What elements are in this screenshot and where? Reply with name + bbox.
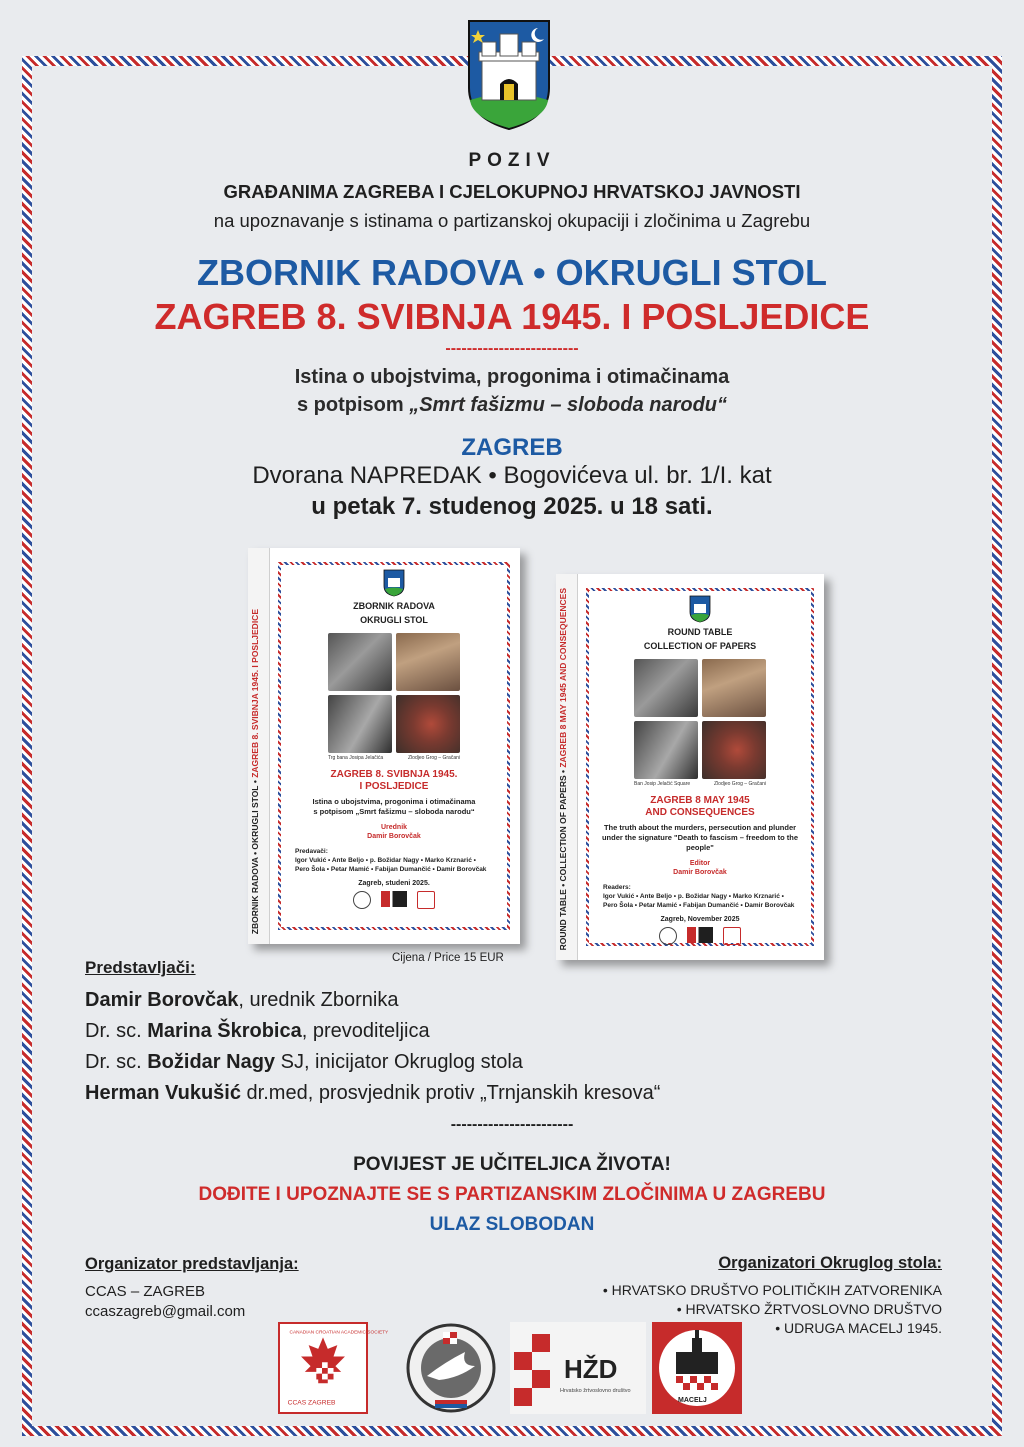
book-place-date: Zagreb, studeni 2025. — [358, 880, 430, 887]
event-venue: Dvorana NAPREDAK • Bogovićeva ul. br. 1/I. kat — [252, 462, 772, 489]
photo-remains — [702, 659, 766, 717]
organizer-list-item: • HRVATSKO ŽRTVOSLOVNO DRUŠTVO — [676, 1301, 942, 1317]
photo-skull — [702, 721, 766, 779]
organizer-list-item: • HRVATSKO DRUŠTVO POLITIČKIH ZATVORENIKA — [602, 1282, 942, 1298]
book-logos — [281, 891, 507, 909]
book-editor-label: Editor — [689, 860, 711, 867]
invitation-label: POZIV — [468, 150, 556, 171]
book-cover-english — [556, 574, 824, 960]
photo-captions: Trg bana Josipa Jelačića Zlodjeo Grog – Gračani — [328, 755, 460, 761]
book-editor-name: Damir Borovčak — [367, 833, 421, 840]
book-spine — [248, 548, 270, 944]
svg-text:Hrvatsko žrtvoslovno društvo: Hrvatsko žrtvoslovno društvo — [560, 1388, 631, 1394]
book-cover-frame — [278, 562, 510, 930]
book-red-title-1: ZAGREB 8. SVIBNJA 1945. — [330, 769, 458, 780]
hzd-logo-icon — [381, 891, 407, 907]
closing-divider: ----------------------- — [450, 1116, 574, 1133]
subtitle-line-1: Istina o ubojstvima, progonima i otimačinama — [294, 366, 730, 388]
subtitle-quote: „Smrt fašizmu – sloboda narodu“ — [409, 394, 728, 416]
book-subtitle-2: under the signature "Death to fascism – freedom to the people" — [601, 833, 799, 852]
photo-soldiers — [634, 721, 698, 779]
subtitle-prefix: s potpisom — [296, 394, 410, 416]
hdpz-logo-icon — [405, 1322, 497, 1414]
zagreb-coat-of-arms-icon — [466, 18, 552, 132]
macelj-logo-icon — [723, 927, 741, 945]
organizer-left-name: CCAS – ZAGREB — [85, 1283, 206, 1300]
photo-captions: Ban Josip Jelačić Square Zlodjeo Grog – Gračani — [634, 781, 766, 787]
book-red-title-2: I POSLJEDICE — [359, 781, 429, 792]
book-logos — [589, 927, 811, 945]
photo-skull — [396, 695, 460, 753]
photo-remains — [396, 633, 460, 691]
macelj-logo-icon — [417, 891, 435, 909]
organizer-right-heading: Organizatori Okruglog stola: — [718, 1254, 942, 1272]
photo-soldiers — [328, 695, 392, 753]
organizer-list-item: • UDRUGA MACELJ 1945. — [775, 1320, 942, 1336]
book-crest-icon — [383, 569, 405, 597]
book-cover-frame — [586, 588, 814, 946]
book-title-1: ZBORNIK RADOVA — [353, 601, 435, 611]
hdpz-logo-icon — [353, 891, 371, 909]
organizer-email[interactable]: ccaszagreb@gmail.com — [85, 1303, 246, 1320]
presenter-item: Herman Vukušić dr.med, prosvjednik protiv „Trnjanskih kresova“ — [85, 1082, 661, 1104]
book-spine — [556, 574, 578, 960]
organizer-presentation — [85, 1254, 299, 1322]
photo-street — [634, 659, 698, 717]
book-subtitle-2: s potpisom „Smrt fašizmu – sloboda narodu“ — [313, 807, 475, 816]
svg-text:HŽD: HŽD — [564, 1354, 618, 1384]
motto: POVIJEST JE UČITELJICA ŽIVOTA! — [353, 1154, 671, 1175]
book-authors: Readers: Igor Vukić • Ante Beljo • p. Božidar Nagy • Marko Krznarić • Pero Šola • Petar Mamić • Fabijan Dumančić • Damir Borovčak — [603, 884, 795, 909]
book-editor-name: Damir Borovčak — [673, 869, 727, 876]
presenter-item: Damir Borovčak, urednik Zbornika — [85, 989, 399, 1011]
presenters-heading: Predstavljači: — [85, 958, 196, 977]
svg-text:CANADIAN CROATIAN ACADEMIC SOC: CANADIAN CROATIAN ACADEMIC SOCIETY — [289, 1330, 389, 1336]
book-price: Cijena / Price 15 EUR — [392, 952, 504, 964]
spine-text: ROUND TABLE • COLLECTION OF PAPERS • ZAGREB 8 MAY 1945 AND CONSEQUENCES — [558, 587, 568, 950]
book-cover-croatian — [248, 548, 520, 944]
book-place-date: Zagreb, November 2025 — [660, 916, 740, 923]
ccas-logo-icon — [278, 1322, 389, 1414]
book-photo-grid — [634, 659, 766, 779]
hzd-logo-icon — [510, 1322, 646, 1414]
book-editor-label: Urednik — [380, 824, 408, 831]
organizer-left-heading: Organizator predstavljanja: — [85, 1255, 299, 1273]
hdpz-logo-icon — [659, 927, 677, 945]
book-subtitle-1: Istina o ubojstvima, progonima i otimačinama — [312, 797, 476, 806]
book-subtitle-1: The truth about the murders, persecution and plunder — [603, 823, 797, 832]
book-photo-grid — [328, 633, 460, 753]
event-city: ZAGREB — [461, 434, 563, 461]
audience-line: GRAĐANIMA ZAGREBA I CJELOKUPNOJ HRVATSKOJ JAVNOSTI — [223, 181, 801, 202]
photo-street — [328, 633, 392, 691]
book-red-title-2: AND CONSEQUENCES — [645, 807, 755, 818]
main-title-red: ZAGREB 8. SVIBNJA 1945. I POSLJEDICE — [154, 296, 870, 337]
book-crest-icon — [689, 595, 711, 623]
book-red-title-1: ZAGREB 8 MAY 1945 — [650, 795, 750, 806]
free-entry: ULAZ SLOBODAN — [429, 1214, 595, 1235]
call-to-action: DOĐITE I UPOZNAJTE SE S PARTIZANSKIM ZLOČINIMA U ZAGREBU — [198, 1184, 826, 1205]
presenter-item: Dr. sc. Božidar Nagy SJ, inicijator Okruglog stola — [85, 1051, 523, 1073]
book-authors: Predavači: Igor Vukić • Ante Beljo • p. Božidar Nagy • Marko Krznarić • Pero Šola • Petar Mamić • Fabijan Dumančić • Damir Borovčak — [295, 848, 487, 873]
book-title-2: COLLECTION OF PAPERS — [643, 641, 757, 651]
title-divider: ------------------------- — [445, 340, 579, 357]
hzd-logo-icon — [687, 927, 713, 943]
purpose-line: na upoznavanje s istinama o partizanskoj okupaciji i zločinima u Zagrebu — [213, 210, 811, 231]
macelj-logo-icon — [652, 1322, 742, 1414]
presenter-item: Dr. sc. Marina Škrobica, prevoditeljica — [85, 1020, 430, 1042]
svg-text:MACELJ: MACELJ — [678, 1397, 707, 1404]
event-date: u petak 7. studenog 2025. u 18 sati. — [311, 493, 713, 520]
book-title-2: OKRUGLI STOL — [360, 615, 428, 625]
subtitle-line-2 — [0, 394, 1024, 417]
svg-text:CCAS ZAGREB: CCAS ZAGREB — [287, 1399, 336, 1407]
book-title-1: ROUND TABLE — [667, 627, 733, 637]
main-title-blue: ZBORNIK RADOVA • OKRUGLI STOL — [197, 252, 827, 293]
spine-text: ZBORNIK RADOVA • OKRUGLI STOL • ZAGREB 8. SVIBNJA 1945. I POSLJEDICE — [250, 608, 260, 934]
